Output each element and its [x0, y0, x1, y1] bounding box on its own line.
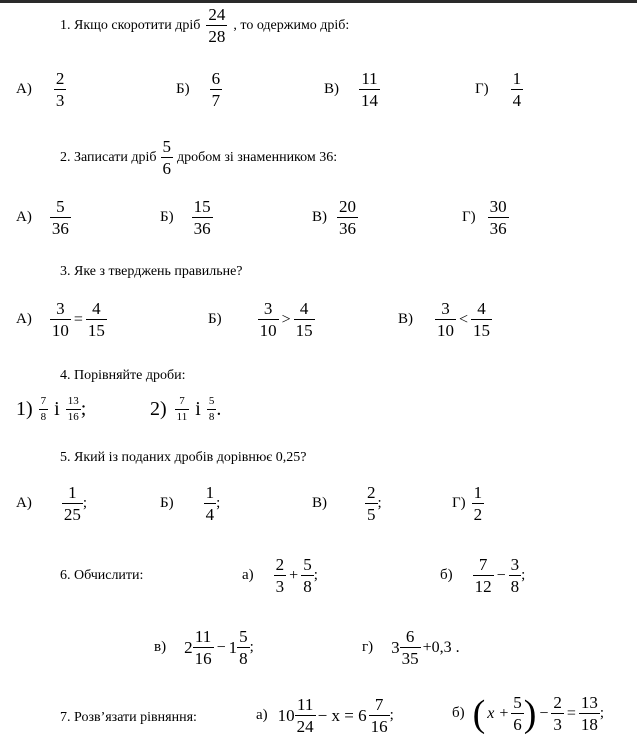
- option-label: Г): [452, 495, 466, 511]
- q1-text-after: , то одержимо дріб:: [233, 17, 350, 33]
- denominator: 16: [67, 411, 79, 423]
- q1-option-b: [176, 70, 222, 109]
- q7-statement: 7. Розв’язати рівняння:: [60, 710, 197, 725]
- whole-part: 3: [391, 637, 400, 657]
- operator: −: [216, 638, 226, 656]
- q2-statement: [60, 138, 337, 177]
- operator: −: [496, 566, 506, 584]
- denominator: 6: [513, 715, 522, 734]
- numerator: 4: [92, 299, 101, 318]
- denominator: 35: [401, 649, 419, 668]
- whole-part: 1: [228, 637, 238, 657]
- numerator: 5: [208, 395, 215, 407]
- numerator: 3: [510, 555, 520, 574]
- relation-sign: =: [73, 310, 83, 328]
- option-label: А): [16, 495, 32, 511]
- q6-part-d: [362, 628, 460, 667]
- q6-part-b: [440, 556, 525, 595]
- punctuation: ;: [313, 567, 318, 583]
- denominator: 12: [474, 577, 492, 596]
- numerator: 20: [339, 197, 356, 216]
- part-label: в): [154, 639, 167, 655]
- denominator: 4: [512, 91, 522, 110]
- numerator: 7: [179, 395, 185, 407]
- denominator: 6: [162, 159, 172, 178]
- part-label: а): [256, 707, 268, 723]
- relation-sign: >: [281, 310, 291, 328]
- numerator: 2: [553, 693, 562, 712]
- punctuation: ;: [82, 495, 87, 511]
- variable-expression: x +: [487, 704, 510, 722]
- denominator: 15: [473, 321, 491, 340]
- whole-part: 2: [184, 637, 193, 657]
- numerator: 6: [211, 69, 221, 88]
- denominator: 10: [51, 321, 69, 340]
- part-label: г): [362, 639, 374, 655]
- conjunction: і: [54, 398, 60, 420]
- left-paren: (: [472, 692, 486, 735]
- numerator: 2: [367, 483, 376, 502]
- denominator: 3: [55, 91, 65, 110]
- denominator: 8: [239, 649, 248, 668]
- q2-text-before: 2. Записати дріб: [60, 149, 157, 165]
- numerator: 24: [208, 5, 226, 24]
- punctuation: ;: [216, 495, 221, 511]
- numerator: 15: [193, 197, 211, 216]
- option-label: Б): [176, 81, 190, 97]
- option-label: Г): [462, 209, 476, 225]
- q2-option-b: [160, 198, 213, 237]
- q5-statement: 5. Який із поданих дробів дорівнює 0,25?: [60, 450, 307, 465]
- option-label: А): [16, 311, 32, 327]
- punctuation: ;: [389, 707, 394, 723]
- numerator: 1: [68, 483, 77, 502]
- denominator: 3: [275, 577, 285, 596]
- q5-option-b: [160, 484, 220, 523]
- denominator: 24: [296, 717, 314, 736]
- numerator: 7: [40, 395, 47, 407]
- punctuation: ;: [377, 495, 382, 511]
- denominator: 8: [303, 577, 312, 596]
- numerator: 4: [299, 299, 309, 318]
- denominator: 14: [361, 91, 378, 110]
- q5-option-d: [452, 484, 484, 523]
- denominator: 16: [194, 649, 212, 668]
- denominator: 16: [370, 717, 388, 736]
- numerator: 5: [239, 627, 248, 646]
- q1-fraction: [206, 6, 227, 45]
- conjunction: і: [195, 398, 201, 420]
- q1-option-d: [475, 70, 523, 109]
- q4-item-1: [16, 396, 86, 423]
- denominator: 28: [208, 27, 226, 46]
- numerator: 5: [513, 693, 522, 712]
- option-label: Г): [475, 81, 489, 97]
- q7-part-a: [256, 696, 394, 735]
- q3-option-b: [208, 300, 315, 339]
- part-label: а): [242, 567, 254, 583]
- part-label: б): [440, 567, 453, 583]
- punctuation: .: [216, 398, 222, 420]
- q1-option-a: [16, 70, 66, 109]
- numerator: 6: [405, 627, 415, 646]
- denominator: 36: [339, 219, 356, 238]
- numerator: 2: [275, 555, 285, 574]
- denominator: 11: [176, 411, 188, 423]
- numerator: 7: [374, 695, 384, 714]
- denominator: 5: [367, 505, 376, 524]
- denominator: 8: [40, 411, 47, 423]
- q6-statement: 6. Обчислити:: [60, 568, 144, 583]
- denominator: 8: [510, 577, 520, 596]
- denominator: 7: [211, 91, 221, 110]
- part-label: б): [452, 705, 465, 721]
- numerator: 3: [56, 299, 65, 318]
- denominator: 4: [205, 505, 215, 524]
- q3-option-c: [398, 300, 492, 339]
- numerator: 11: [361, 69, 378, 88]
- operator: −: [539, 704, 549, 722]
- denominator: 15: [87, 321, 105, 340]
- option-label: В): [398, 311, 413, 327]
- denominator: 36: [193, 219, 211, 238]
- numerator: 5: [303, 555, 312, 574]
- option-label: А): [16, 81, 32, 97]
- option-label: В): [324, 81, 339, 97]
- numerator: 7: [478, 555, 488, 574]
- denominator: 3: [553, 715, 562, 734]
- numerator: 11: [194, 627, 212, 646]
- punctuation: ;: [599, 705, 605, 721]
- denominator: 10: [437, 321, 454, 340]
- numerator: 30: [489, 197, 507, 216]
- item-label: 1): [16, 398, 33, 420]
- option-label: Б): [208, 311, 222, 327]
- option-label: В): [312, 495, 327, 511]
- denominator: 36: [51, 219, 69, 238]
- operator: +: [289, 566, 299, 584]
- denominator: 18: [580, 715, 598, 734]
- q2-fraction: [161, 138, 174, 177]
- numerator: 5: [162, 137, 172, 156]
- q4-statement: 4. Порівняйте дроби:: [60, 368, 186, 383]
- numerator: 5: [56, 197, 65, 216]
- q7-part-b: [452, 694, 604, 733]
- numerator: 1: [205, 483, 215, 502]
- numerator: 2: [55, 69, 65, 88]
- numerator: 13: [67, 395, 79, 407]
- denominator: 15: [295, 321, 313, 340]
- option-label: А): [16, 209, 32, 225]
- numerator: 3: [263, 299, 273, 318]
- denominator: 36: [489, 219, 507, 238]
- numerator: 13: [580, 693, 598, 712]
- q3-option-a: [16, 300, 107, 339]
- q3-statement: 3. Яке з тверджень правильне?: [60, 264, 243, 279]
- relation-sign: <: [459, 310, 469, 328]
- equals-sign: =: [566, 704, 576, 722]
- denominator: 2: [473, 505, 483, 524]
- q2-option-a: [16, 198, 71, 237]
- punctuation: ;: [249, 639, 254, 655]
- numerator: 11: [296, 695, 314, 714]
- numerator: 3: [441, 299, 450, 318]
- option-label: В): [312, 209, 327, 225]
- punctuation: ;: [521, 567, 526, 583]
- numerator: 1: [473, 483, 483, 502]
- q1-text-before: 1. Якщо скоротити дріб: [60, 17, 201, 33]
- q1-statement: [60, 6, 349, 45]
- right-paren: ): [523, 692, 537, 735]
- q6-part-c: [154, 628, 254, 667]
- q5-option-c: [312, 484, 382, 523]
- denominator: 25: [63, 505, 81, 524]
- q5-option-a: [16, 484, 87, 523]
- q6-part-a: [242, 556, 318, 595]
- equation-middle: − x = 6: [317, 705, 367, 725]
- option-label: Б): [160, 209, 174, 225]
- denominator: 8: [208, 411, 215, 423]
- option-label: Б): [160, 495, 174, 511]
- whole-part: 10: [277, 705, 295, 725]
- q2-option-c: [312, 198, 358, 237]
- numerator: 4: [477, 299, 486, 318]
- numerator: 1: [512, 69, 522, 88]
- denominator: 10: [259, 321, 277, 340]
- q1-option-c: [324, 70, 380, 109]
- q4-item-2: [150, 396, 221, 423]
- expression-tail: +0,3 .: [422, 638, 460, 656]
- top-border: [0, 0, 637, 3]
- punctuation: ;: [80, 398, 87, 420]
- item-label: 2): [150, 398, 167, 420]
- q2-option-d: [462, 198, 509, 237]
- q2-text-after: дробом зі знаменником 36:: [177, 149, 338, 165]
